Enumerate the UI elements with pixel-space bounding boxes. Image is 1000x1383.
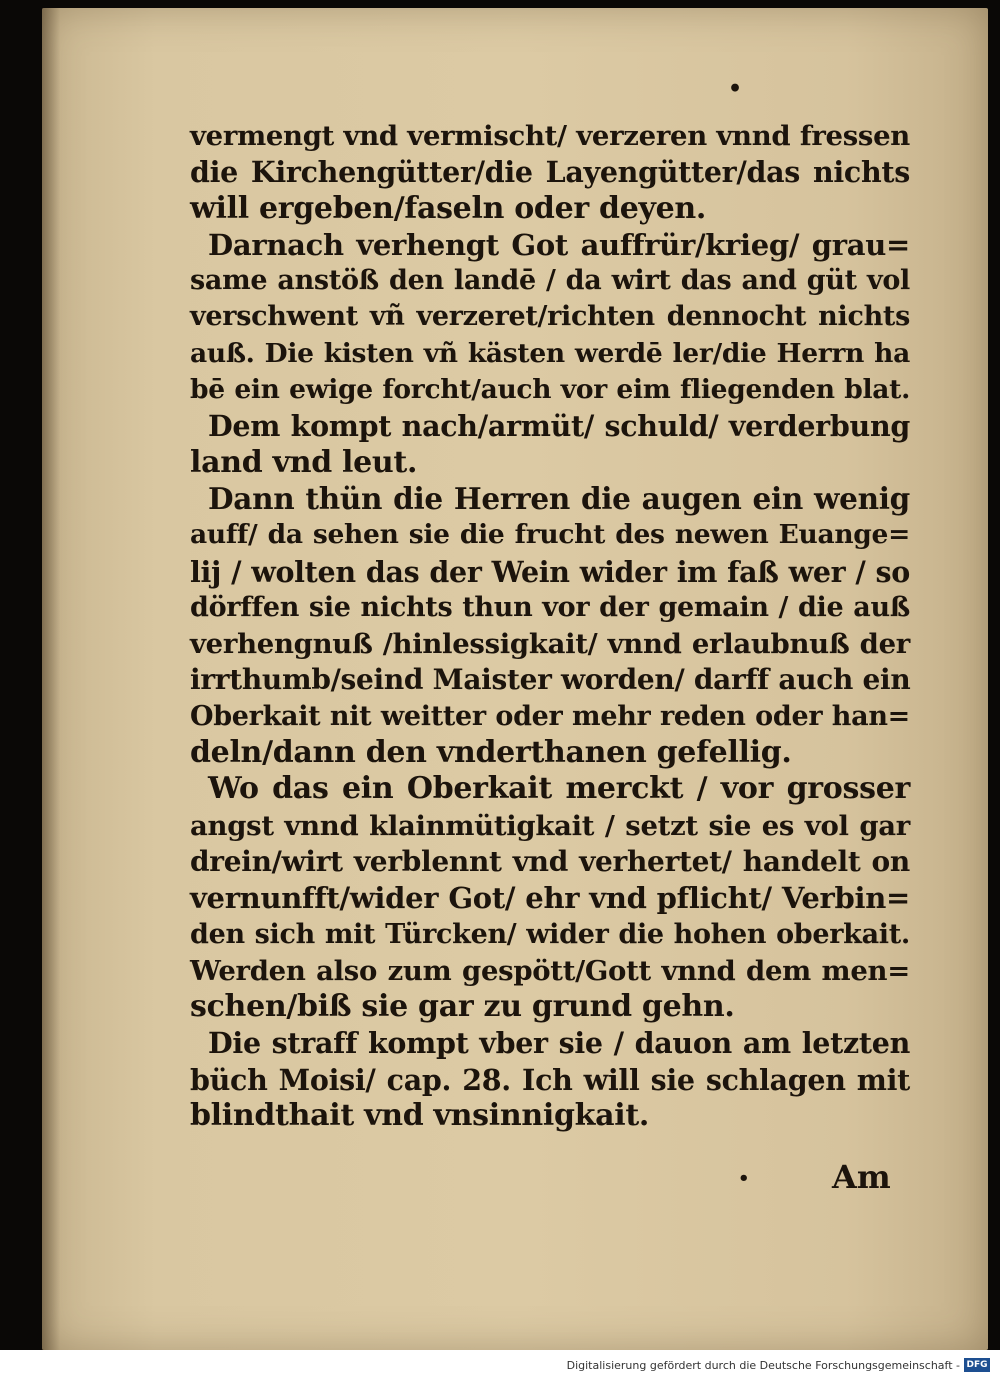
page-dot-mark: • [728,76,743,102]
dfg-logo-icon: DFG [964,1358,990,1372]
digitization-footer [0,1350,1000,1383]
text-line: blindthait vnd vnsinnigkait. [190,1098,650,1134]
text-line: auff/ da sehen sie die frucht des newen Euange= [190,519,910,551]
text-line: land vnd leut. [190,444,418,480]
text-line: schen/biß sie gar zu grund gehn. [190,989,735,1025]
text-line: den sich mit Türcken/ wider die hohen oberkait. [190,918,910,950]
text-line: vernunfft/wider Got/ ehr vnd pflicht/ Verbin= [190,881,910,916]
text-line: Dann thün die Herren die augen ein wenig [208,480,910,516]
text-line: deln/dann den vnderthanen gefellig. [190,735,792,771]
text-line: vermengt vnd vermischt/ verzeren vnnd fressen [190,120,910,152]
text-line: drein/wirt verblennt vnd verhertet/ handelt on [190,844,910,878]
text-line: Oberkait nit weitter oder mehr reden oder han= [190,700,910,732]
text-line: dörffen sie nichts thun vor der gemain / die auß [190,591,910,623]
text-line: Dem kompt nach/armüt/ schuld/ verderbung [208,409,910,444]
text-line: die Kirchengütter/die Layengütter/das nichts [190,155,910,190]
text-line: Wo das ein Oberkait merckt / vor grosser [208,771,910,807]
catchword: Am [832,1158,891,1196]
text-line: Die straff kompt vber sie / dauon am letzten [208,1026,910,1061]
text-line: Werden also zum gespött/Gott vnnd dem men= [190,954,910,987]
page-gutter-shadow [42,8,60,1350]
text-line: angst vnnd klainmütigkait / setzt sie es vol gar [190,809,910,842]
main-text-block [190,118,910,1134]
text-line: lij / wolten das der Wein wider im faß wer / so [190,554,910,589]
text-line: bē ein ewige forcht/auch vor eim fliegenden blat. [190,374,910,406]
text-line: irrthumb/seind Maister worden/ darff auch ein [190,663,911,697]
text-line: Darnach verhengt Got auffrür/krieg/ grau= [208,227,910,262]
page-dot-mark: • [738,1168,750,1189]
text-line: verhengnuß /hinlessigkait/ vnnd erlaubnuß der [190,628,910,661]
text-line: verschwent vñ verzeret/richten dennocht nichts [190,301,910,333]
text-line: same anstöß den landē / da wirt das and güt vol [190,265,910,297]
funding-credit: Digitalisierung gefördert durch die Deutsche Forschungsgemeinschaft - [566,1359,960,1372]
text-line: büch Moisi/ cap. 28. Ich will sie schlagen mit [190,1062,910,1097]
text-line: will ergeben/faseln oder deyen. [190,190,707,226]
text-line: auß. Die kisten vñ kästen werdē ler/die Herrn ha [190,337,910,369]
